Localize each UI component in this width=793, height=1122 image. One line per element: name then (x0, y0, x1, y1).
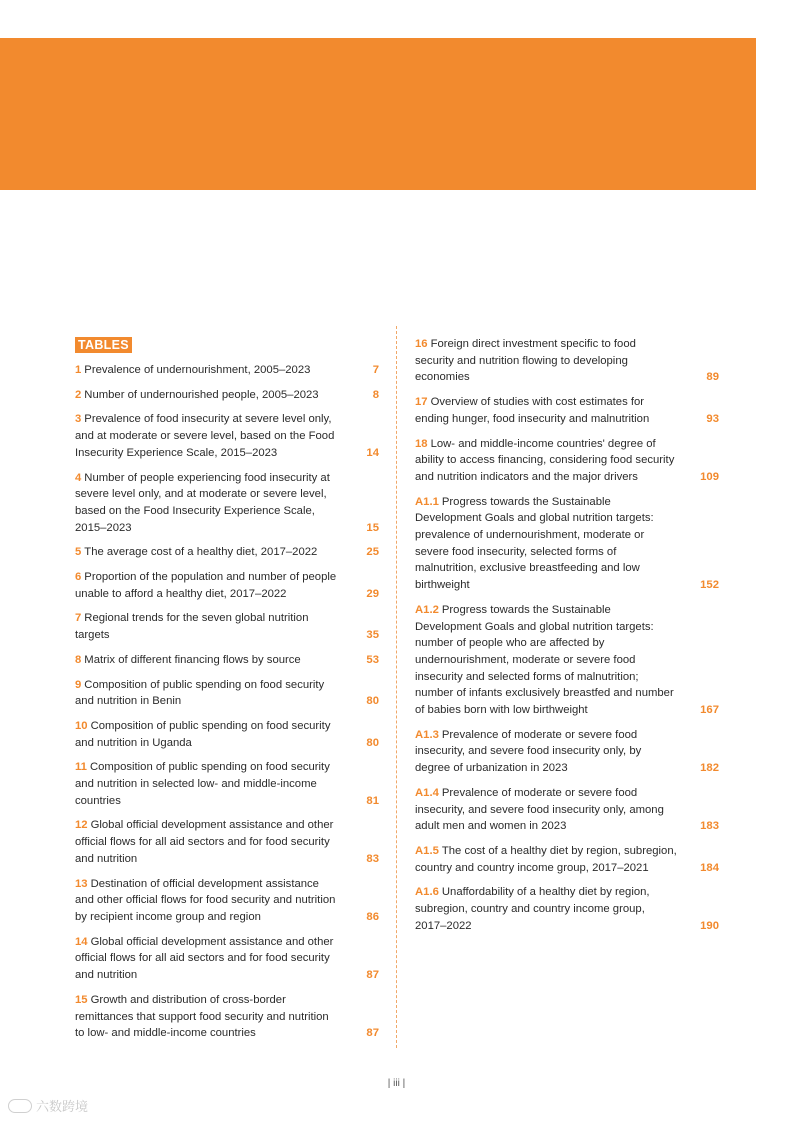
entry-title (75, 876, 379, 926)
entry-title-text: Global official development assistance and other official flows for all aid sectors and for food security and nutrition (75, 819, 334, 865)
entry-title (75, 470, 379, 537)
toc-entry[interactable] (75, 934, 379, 984)
tables-list-right (415, 336, 719, 943)
entry-number: A1.3 (415, 728, 439, 741)
entry-number: 10 (75, 719, 88, 732)
entry-page-number: 25 (366, 546, 379, 559)
entry-number: 2 (75, 388, 82, 401)
entry-title-text: Composition of public spending on food security and nutrition in selected low- and middle-income countries (75, 761, 330, 807)
entry-page-number: 93 (706, 412, 719, 425)
entry-title (75, 569, 379, 602)
entry-title-text: Prevalence of undernourishment, 2005–2023 (84, 364, 311, 376)
entry-page-number: 182 (700, 762, 719, 775)
toc-entry[interactable] (75, 544, 379, 561)
entry-number: 13 (75, 877, 88, 890)
toc-entry[interactable] (75, 817, 379, 867)
toc-entry[interactable] (415, 884, 719, 934)
entry-title (415, 884, 719, 934)
entry-page-number: 80 (366, 736, 379, 749)
entry-title (75, 652, 379, 669)
entry-title-text: Overview of studies with cost estimates for ending hunger, food insecurity and malnutrition (415, 396, 650, 425)
entry-number: 11 (75, 761, 87, 774)
section-label: TABLES (75, 337, 132, 353)
tables-list-left (75, 336, 379, 1050)
entry-title (415, 336, 719, 386)
entry-title (75, 362, 379, 379)
entry-page-number: 14 (366, 446, 379, 459)
entry-title (75, 718, 379, 751)
entry-title-text: The average cost of a healthy diet, 2017–2022 (84, 546, 318, 559)
toc-entry[interactable] (75, 718, 379, 751)
entry-title-text: Number of people experiencing food insecurity at severe level only, and at moderate or severe level, based on the Food Insecurity Experience Scale, 2015–2023 (75, 471, 330, 534)
entry-page-number: 87 (366, 969, 379, 982)
entry-number: 5 (75, 546, 82, 559)
entry-number: A1.4 (415, 786, 439, 799)
toc-entry[interactable] (75, 992, 379, 1042)
entry-page-number: 152 (700, 579, 719, 592)
column-divider (396, 326, 397, 1048)
entry-title-text: Growth and distribution of cross-border remittances that support food security and nutrition to low- and middle-income countries (75, 993, 329, 1040)
entry-title (415, 785, 719, 835)
entry-number: 4 (75, 471, 82, 484)
entry-title-text: Composition of public spending on food security and nutrition in Benin (75, 678, 325, 708)
entry-page-number: 29 (366, 587, 379, 600)
toc-entry[interactable] (415, 602, 719, 719)
entry-title-text: Global official development assistance and other official flows for all aid sectors and for food security and nutrition (75, 935, 334, 982)
entry-title (75, 677, 379, 710)
entry-page-number: 89 (706, 371, 719, 384)
entry-title-text: Progress towards the Sustainable Development Goals and global nutrition targets: prevalence of undernourishment, moderate or severe food insecurity, selected forms of malnutrition, exclusive breastfeeding and low birthweight (415, 495, 654, 592)
toc-entry[interactable] (75, 677, 379, 710)
entry-title-text: Matrix of different financing flows by source (84, 653, 301, 666)
entry-title (75, 759, 379, 809)
entry-number: 12 (75, 819, 88, 832)
toc-entry[interactable] (75, 876, 379, 926)
entry-page-number: 83 (366, 852, 379, 865)
entry-number: 1 (75, 364, 82, 376)
entry-number: 6 (75, 571, 82, 584)
toc-entry[interactable] (75, 387, 379, 404)
entry-page-number: 81 (366, 794, 379, 807)
entry-title-text: Proportion of the population and number of people unable to afford a healthy diet, 2017–2022 (75, 571, 337, 600)
entry-page-number: 183 (700, 820, 719, 833)
entry-page-number: 35 (366, 629, 379, 642)
entry-title-text: Foreign direct investment specific to food security and nutrition flowing to developing economies (415, 338, 636, 384)
entry-number: 17 (415, 396, 428, 409)
entry-number: 18 (415, 437, 428, 450)
entry-title-text: Prevalence of food insecurity at severe level only, and at moderate or severe level, based on the Food Insecurity Experience Scale, 2015–2023 (75, 413, 335, 459)
entry-page-number: 190 (700, 919, 719, 932)
entry-title (75, 610, 379, 643)
entry-title (415, 727, 719, 777)
entry-page-number: 8 (372, 388, 379, 401)
toc-entry[interactable] (75, 362, 379, 379)
toc-entry[interactable] (415, 785, 719, 835)
header-banner (0, 38, 756, 190)
entry-number: 7 (75, 612, 82, 625)
entry-title-text: Destination of official development assistance and other official flows for food security and nutrition by recipient income group and region (75, 877, 336, 923)
toc-entry[interactable] (415, 494, 719, 594)
entry-page-number: 53 (366, 653, 379, 666)
entry-title (415, 394, 719, 427)
entry-number: 3 (75, 413, 82, 426)
entry-number: A1.1 (415, 495, 439, 508)
entry-number: 14 (75, 935, 88, 948)
toc-entry[interactable] (75, 652, 379, 669)
entry-number: 16 (415, 338, 428, 350)
entry-title-text: Progress towards the Sustainable Development Goals and global nutrition targets: number of people who are affected by undernourishment, moderate or severe food insecurity and selected forms of malnutrition; number of infants exclusively breastfed and number of babies born with low birthweight (415, 603, 674, 717)
entry-title (415, 436, 719, 486)
entry-number: 15 (75, 993, 88, 1006)
watermark-logo-icon (8, 1099, 32, 1113)
entry-title-text: Unaffordability of a healthy diet by region, subregion, country and country income group, 2017–2022 (415, 886, 650, 932)
entry-title-text: Prevalence of moderate or severe food insecurity, and severe food insecurity only, among adult men and women in 2023 (415, 786, 664, 833)
right-entries (415, 336, 719, 935)
toc-entry[interactable] (75, 569, 379, 602)
entry-page-number: 86 (366, 910, 379, 923)
entry-title (415, 494, 719, 594)
entry-page-number: 15 (366, 521, 379, 534)
entry-number: A1.2 (415, 603, 439, 616)
left-entries (75, 362, 379, 1042)
entry-title-text: Low- and middle-income countries' degree of ability to access financing, considering food security and nutrition indicators and the major drivers (415, 437, 675, 483)
watermark-text: 六数跨境 (36, 1099, 89, 1114)
toc-entry[interactable] (415, 727, 719, 777)
entry-title-text: Number of undernourished people, 2005–2023 (84, 388, 319, 401)
entry-title (75, 817, 379, 867)
entry-title-text: Composition of public spending on food security and nutrition in Uganda (75, 719, 331, 749)
toc-entry[interactable] (75, 470, 379, 537)
toc-entry[interactable] (75, 759, 379, 809)
entry-title (75, 934, 379, 984)
entry-title (415, 602, 719, 719)
entry-title-text: Prevalence of moderate or severe food insecurity, and severe food insecurity only, by degree of urbanization in 2023 (415, 728, 642, 775)
entry-title (75, 387, 379, 404)
entry-page-number: 7 (372, 364, 379, 376)
entry-page-number: 167 (700, 704, 719, 717)
entry-page-number: 184 (700, 861, 719, 874)
entry-number: 8 (75, 653, 82, 666)
toc-entry[interactable] (415, 436, 719, 486)
entry-title (75, 992, 379, 1042)
entry-number: 9 (75, 678, 82, 691)
entry-title-text: Regional trends for the seven global nutrition targets (75, 612, 309, 642)
page-number: | iii | (387, 1078, 406, 1089)
toc-entry[interactable] (75, 610, 379, 643)
toc-entry[interactable] (415, 843, 719, 876)
entry-number: A1.6 (415, 886, 439, 899)
toc-entry[interactable] (415, 394, 719, 427)
watermark (8, 1096, 88, 1115)
entry-title (75, 544, 379, 561)
entry-page-number: 87 (366, 1027, 379, 1040)
entry-page-number: 109 (700, 470, 719, 483)
entry-page-number: 80 (366, 695, 379, 708)
entry-title (75, 411, 379, 461)
toc-entry[interactable] (415, 336, 719, 386)
entry-title (415, 843, 719, 876)
toc-entry[interactable] (75, 411, 379, 461)
entry-title-text: The cost of a healthy diet by region, subregion, country and country income group, 2017–2021 (415, 844, 677, 874)
entry-number: A1.5 (415, 844, 439, 857)
